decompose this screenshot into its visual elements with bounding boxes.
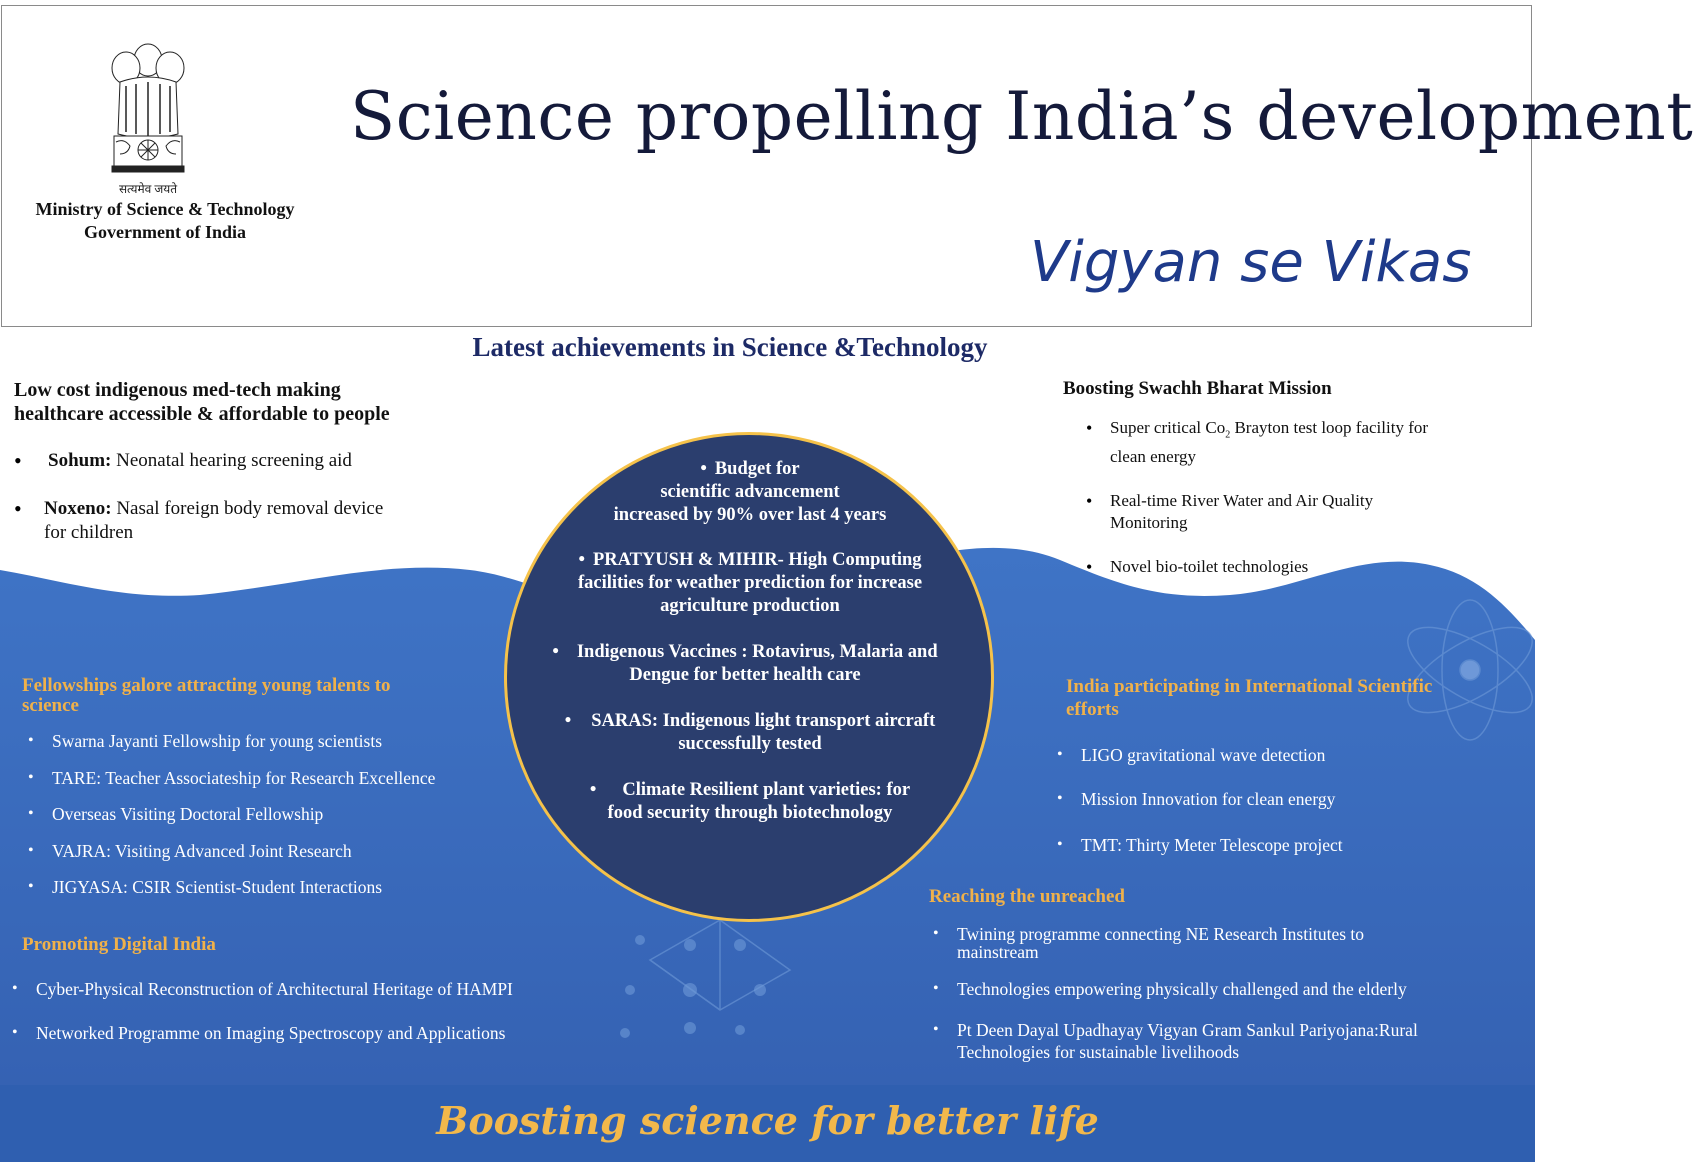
swachh-item-text: Brayton test loop facility for [1230, 418, 1429, 437]
ministry-line2: Government of India [84, 222, 246, 242]
circle-item-saras: • SARAS: Indigenous light transport aircraft successfully tested [520, 710, 980, 756]
page-title: Science propelling India’s development [350, 78, 1693, 155]
tagline: Vigyan se Vikas [1030, 230, 1472, 295]
swachh-item-text: clean energy [1110, 447, 1197, 467]
swachh-heading: Boosting Swachh Bharat Mission [1063, 378, 1332, 399]
circle-item-text: Climate Resilient plant varieties: for [622, 780, 911, 800]
fellowships-heading-line1: Fellowships galore attracting young talents to [22, 675, 391, 696]
medtech-item-name: Sohum: [48, 450, 112, 471]
digital-list [36, 979, 596, 1043]
list-item [44, 497, 464, 545]
list-item: • Networked Programme on Imaging Spectroscopy and Applications [36, 1023, 596, 1043]
international-heading [1066, 675, 1432, 721]
list-item: • Cyber-Physical Reconstruction of Architectural Heritage of HAMPI [36, 979, 596, 999]
international-heading-line1: India participating in International Scientific [1066, 676, 1433, 697]
list-item: • JIGYASA: CSIR Scientist-Student Interactions [52, 877, 522, 897]
swachh-item-text: Novel bio-toilet technologies [1110, 557, 1309, 577]
circle-item-text: SARAS: Indigenous light transport aircraft [591, 711, 936, 731]
medtech-heading-line2: healthcare accessible & affordable to people [14, 403, 390, 425]
circle-item-climate: • Climate Resilient plant varieties: for food security through biotechnology [540, 779, 960, 825]
list-item [1110, 490, 1510, 534]
swachh-item-text: Super critical Co [1110, 418, 1226, 437]
circle-item-text: successfully tested [678, 734, 822, 754]
list-item: • TMT: Thirty Meter Telescope project [1081, 835, 1501, 855]
circle-item-text: Indigenous Vaccines : Rotavirus, Malaria and [576, 642, 938, 662]
medtech-item-desc-line2: for children [44, 522, 134, 543]
fellowships-heading [22, 676, 391, 716]
unreached-item-text: Twining programme connecting NE Research Institutes to [957, 924, 1365, 944]
fellowships-list [52, 731, 522, 897]
circle-item-vaccines: • Indigenous Vaccines : Rotavirus, Malaria and Dengue for better health care [515, 641, 975, 687]
swachh-item-text: Monitoring [1110, 513, 1188, 533]
medtech-item-name: Noxeno: [44, 498, 112, 519]
ministry-name [10, 198, 320, 244]
circle-item-text: scientific advancement [660, 482, 840, 502]
circle-item-text: agriculture production [660, 596, 840, 616]
unreached-item-text: Pt Deen Dayal Upadhayay Vigyan Gram Sankul Pariyojana:Rural [957, 1020, 1418, 1040]
circle-item-text: food security through biotechnology [607, 803, 893, 823]
medtech-item-desc: Neonatal hearing screening aid [111, 450, 352, 471]
circle-item-text: facilities for weather prediction for increase [577, 573, 923, 593]
list-item [957, 1019, 1517, 1063]
list-item [44, 449, 464, 473]
unreached-item-text: mainstream [957, 942, 1039, 962]
circle-item-budget: • Budget for scientific advancement increased by 90% over last 4 years [560, 458, 940, 527]
unreached-item-text: Technologies for sustainable livelihoods [957, 1042, 1240, 1062]
list-item: • Swarna Jayanti Fellowship for young scientists [52, 731, 522, 751]
medtech-list [44, 449, 464, 545]
circle-item-text: Dengue for better health care [629, 665, 861, 685]
list-item: • Overseas Visiting Doctoral Fellowship [52, 804, 522, 824]
subscript: 2 [1225, 429, 1231, 441]
list-item: • TARE: Teacher Associateship for Research Excellence [52, 768, 522, 788]
list-item [1110, 556, 1510, 578]
circle-item-pratyush: • PRATYUSH & MIHIR- High Computing facilities for weather prediction for increase agriculture production [540, 549, 960, 618]
list-item: • LIGO gravitational wave detection [1081, 745, 1501, 765]
swachh-item-text: Real-time River Water and Air Quality [1110, 491, 1374, 511]
list-item [957, 979, 1517, 999]
medtech-item-desc: Nasal foreign body removal device [111, 498, 384, 519]
medtech-heading-line1: Low cost indigenous med-tech making [14, 379, 341, 401]
section-title: Latest achievements in Science &Technology [472, 332, 988, 362]
ministry-line1: Ministry of Science & Technology [35, 199, 295, 219]
list-item: • VAJRA: Visiting Advanced Joint Research [52, 841, 522, 861]
list-item [957, 925, 1517, 961]
footer-slogan: Boosting science for better life [436, 1098, 1099, 1143]
fellowships-heading-line2: science [22, 695, 79, 716]
circle-item-text: PRATYUSH & MIHIR- High Computing [592, 550, 922, 570]
list-item: • Mission Innovation for clean energy [1081, 789, 1501, 809]
swachh-list [1110, 417, 1510, 578]
unreached-item-text: Technologies empowering physically challenged and the elderly [957, 979, 1407, 999]
list-item [1110, 417, 1510, 468]
medtech-heading [14, 378, 390, 426]
digital-heading: Promoting Digital India [22, 934, 216, 955]
international-list [1081, 745, 1501, 855]
circle-item-text: Budget for [714, 459, 800, 479]
unreached-list [957, 925, 1517, 1063]
emblem-motto: सत्यमेव जयते [118, 182, 178, 196]
international-heading-line2: efforts [1066, 699, 1119, 720]
national-emblem-icon [100, 38, 196, 188]
circle-item-text: increased by 90% over last 4 years [613, 505, 887, 525]
unreached-heading: Reaching the unreached [929, 886, 1125, 907]
